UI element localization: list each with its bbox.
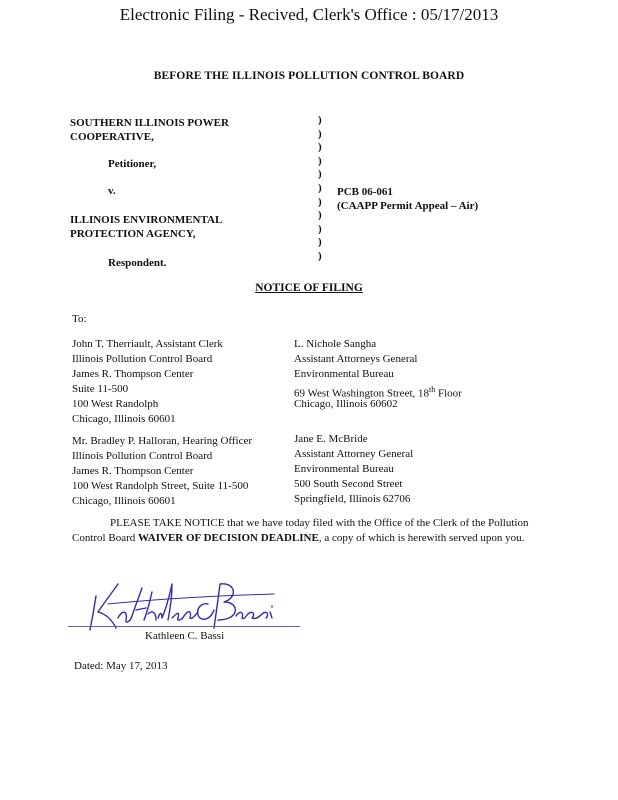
caption-bracket: ) [318,114,322,126]
address-line: Assistant Attorney General [294,448,414,460]
handwritten-signature [88,574,278,634]
caption-bracket: ) [318,209,322,222]
address-line: Illinois Pollution Control Board [72,353,213,365]
recipient-attorneys-general [294,337,462,412]
address-line: 100 West Randolph [72,398,159,410]
recipient-assistant-attorney-general [294,432,413,507]
address-line: Assistant Attorneys General [294,353,418,365]
address-line: Environmental Bureau [294,368,394,380]
respondent-role: Respondent. [108,257,167,269]
petitioner-name [70,116,229,144]
caption-bracket: ) [318,127,322,140]
dated-line: Dated: May 17, 2013 [74,660,168,672]
recipient-clerk [72,337,223,427]
address-line: Mr. Bradley P. Halloran, Hearing Officer [72,435,253,447]
notice-of-filing-title: NOTICE OF FILING [255,282,363,294]
address-line: Springfield, Illinois 62706 [294,493,411,505]
address-line: 100 West Randolph Street, Suite 11-500 [72,480,249,492]
address-line: James R. Thompson Center [72,465,194,477]
caption-bracket: ) [318,154,322,167]
recipient-hearing-officer [72,434,252,509]
petitioner-name-line2: COOPERATIVE, [70,131,154,143]
address-line: James R. Thompson Center [72,368,194,380]
electronic-filing-stamp: Electronic Filing - Recived, Clerk's Office : 05/17/2013 [119,5,499,24]
respondent-name-line1: ILLINOIS ENVIRONMENTAL [70,214,223,226]
signature-line [68,626,300,627]
address-line: Chicago, Illinois 60601 [72,413,176,425]
address-line: 500 South Second Street [294,478,403,490]
address-line: Environmental Bureau [294,463,394,475]
to-label: To: [72,313,87,325]
address-line: L. Nichole Sangha [294,338,377,350]
address-line: Chicago, Illinois 60602 [294,398,398,410]
address-line: Chicago, Illinois 60601 [72,495,176,507]
caption-bracket: ) [318,222,322,235]
respondent-name-line2: PROTECTION AGENCY, [70,228,196,240]
caption-bracket: ) [318,168,322,181]
caption-bracket: ) [318,249,322,262]
document-title-bold: WAIVER OF DECISION DEADLINE [138,532,319,545]
petitioner-name-line1: SOUTHERN ILLINOIS POWER [70,117,229,129]
notice-paragraph: PLEASE TAKE NOTICE that we have today filed with the Office of the Clerk of the Pollution Control Board WAIVER OF DECISION DEADLINE, a copy of which is herewith served upon you. [72,517,529,545]
case-type: (CAAPP Permit Appeal – Air) [337,200,479,212]
caption-bracket: ) [318,236,322,249]
address-line: Suite 11-500 [72,383,129,395]
address-line: Illinois Pollution Control Board [72,450,213,462]
petitioner-role: Petitioner, [108,158,157,170]
board-title: BEFORE THE ILLINOIS POLLUTION CONTROL BOARD [153,70,465,82]
address-line-street: 69 West Washington Street, 18th Floor [294,385,462,400]
caption-bracket: ) [318,141,322,154]
caption-bracket: ) [318,181,322,194]
caption-bracket-column [318,114,322,264]
address-line: Jane E. McBride [294,433,368,445]
caption-bracket: ) [318,195,322,208]
respondent-name [70,213,222,241]
signer-name: Kathleen C. Bassi [145,630,225,642]
case-info [337,185,478,213]
versus-label: v. [108,185,116,197]
case-number: PCB 06-061 [337,186,393,198]
address-line: John T. Therriault, Assistant Clerk [72,338,223,350]
